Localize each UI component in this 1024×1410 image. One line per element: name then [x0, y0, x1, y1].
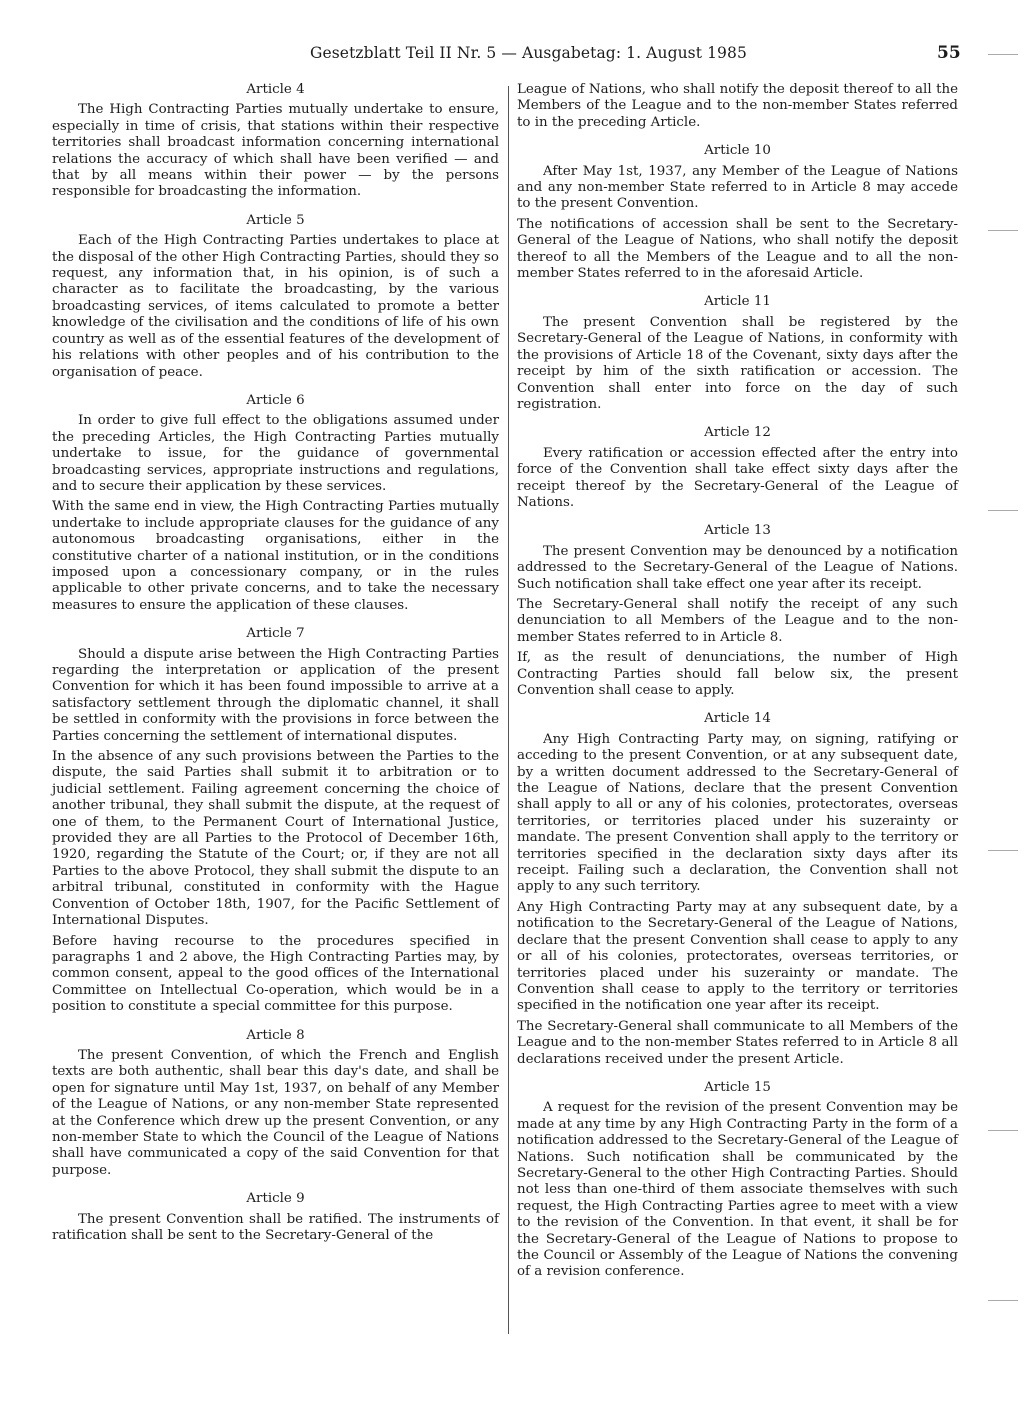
article-5-paragraph: Each of the High Contracting Parties undertakes to place at the disposal of the other High Contracting Parties, should they so request, any information that, in his opinion, is of such a character as to facilitate the broadcasting, by the various broadcasting services, of items calculated to promote a better knowledge of the civilisation and the conditions of life of his own country as well as of the essential features of the development of his relations with other peoples and of his contribution to the organisation of peace.	[52, 233, 499, 380]
margin-mark	[988, 510, 1018, 511]
left-column	[52, 82, 499, 1248]
article-14-paragraph-3: The Secretary-General shall communicate to all Members of the League and to the non-member States referred to in Article 8 all declarations received under the present Article.	[517, 1018, 958, 1067]
article-8-heading: Article 8	[246, 1027, 305, 1043]
article-6-paragraph-2: With the same end in view, the High Contracting Parties mutually undertake to include appropriate clauses for the guidance of any autonomous broadcasting organisations, either in the constitutive charter of a national institution, or in the conditions imposed upon a concessionary company, or in the rules applicable to other private concerns, and to take the necessary measures to ensure the application of these clauses.	[52, 499, 499, 613]
right-column	[517, 82, 958, 1285]
article-13-paragraph-2: The Secretary-General shall notify the receipt of any such denunciation to all Members of the League and to the non-member States referred to in Article 8.	[517, 596, 958, 645]
article-15-paragraph: A request for the revision of the present Convention may be made at any time by any High Contracting Party in the form of a notification addressed to the Secretary-General of the League of Nations. Such notification shall be communicated by the Secretary-General to the other High Contracting Parties. Should not less than one-third of them associate themselves with such request, the High Contracting Parties agree to meet with a view to the revision of the Convention. In that event, it shall be for the Secretary-General of the League of Nations to propose to the Council or Assembly of the League of Nations the convening of a revision conference.	[517, 1100, 958, 1280]
page-number: 55	[937, 43, 961, 63]
margin-mark	[988, 54, 1018, 55]
article-5-heading: Article 5	[246, 212, 305, 228]
column-divider	[508, 86, 509, 1334]
margin-mark	[988, 1300, 1018, 1301]
article-7-paragraph-2: In the absence of any such provisions between the Parties to the dispute, the said Parties shall submit it to arbitration or to judicial settlement. Failing agreement concerning the choice of another tribunal, they shall submit the dispute, at the request of one of them, to the Permanent Court of International Justice, provided they are all Parties to the Protocol of December 16th, 1920, regarding the Statute of the Court; or, if they are not all Parties to the above Protocol, they shall submit the dispute to an arbitral tribunal, constituted in conformity with the Hague Convention of October 18th, 1907, for the Pacific Settlement of International Disputes.	[52, 749, 499, 929]
article-13-paragraph-1: The present Convention may be denounced by a notification addressed to the Secretary-General of the League of Nations. Such notification shall take effect one year after its receipt.	[517, 543, 958, 592]
article-10-paragraph-1: After May 1st, 1937, any Member of the League of Nations and any non-member State referred to in Article 8 may accede to the present Convention.	[517, 163, 958, 212]
article-14-paragraph-1: Any High Contracting Party may, on signing, ratifying or acceding to the present Convention, or at any subsequent date, by a written document addressed to the Secretary-General of the League of Nations, declare that the present Convention shall apply to all or any of his colonies, protectorates, overseas territories, or territories placed under his suzerainty or mandate. The present Convention shall apply to the territory or territories specified in the declaration sixty days after its receipt. Failing such a declaration, the Convention shall not apply to any such territory.	[517, 731, 958, 895]
article-12-paragraph: Every ratification or accession effected after the entry into force of the Convention shall take effect sixty days after the receipt thereof by the Secretary-General of the League of Nations.	[517, 445, 958, 510]
margin-mark	[988, 850, 1018, 851]
article-7-paragraph-3: Before having recourse to the procedures specified in paragraphs 1 and 2 above, the High Contracting Parties may, by common consent, appeal to the good offices of the International Committee on Intellectual Co-operation, which would be in a position to constitute a special committee for this purpose.	[52, 933, 499, 1015]
article-14-paragraph-2: Any High Contracting Party may at any subsequent date, by a notification to the Secretary-General of the League of Nations, declare that the present Convention shall cease to apply to any or all of his colonies, protectorates, overseas territories, or territories placed under his suzerainty or mandate. The Convention shall cease to apply to the territory or territories specified in the notification one year after its receipt.	[517, 899, 958, 1014]
article-14-heading: Article 14	[704, 711, 771, 727]
article-6-paragraph-1: In order to give full effect to the obligations assumed under the preceding Articles, the High Contracting Parties mutually undertake to issue, for the guidance of governmental broadcasting services, appropriate instructions and regulations, and to secure their application by these services.	[52, 413, 499, 494]
article-7-paragraph-1: Should a dispute arise between the High Contracting Parties regarding the interpretation or application of the present Convention for which it has been found impossible to arrive at a satisfactory settlement through the diplomatic channel, it shall be settled in conformity with the provisions in force between the Parties concerning the settlement of international disputes.	[52, 646, 499, 744]
article-8-paragraph: The present Convention, of which the French and English texts are both authentic, shall bear this day's date, and shall be open for signature until May 1st, 1937, on behalf of any Member of the League of Nations, or any non-member State represented at the Conference which drew up the present Convention, or any non-member State to which the Council of the League of Nations shall have communicated a copy of the said Convention for that purpose.	[52, 1047, 499, 1178]
article-11-heading: Article 11	[704, 294, 771, 310]
article-11-paragraph: The present Convention shall be registered by the Secretary-General of the League of Nations, in conformity with the provisions of Article 18 of the Covenant, sixty days after the receipt by him of the sixth ratification or accession. The Convention shall enter into force on the day of such registration.	[517, 314, 958, 412]
margin-mark	[988, 1130, 1018, 1131]
margin-mark	[988, 230, 1018, 231]
article-10-paragraph-2: The notifications of accession shall be sent to the Secretary-General of the League of Nations, who shall notify the deposit thereof to all the Members of the League and to all the non-member States referred to in the aforesaid Article.	[517, 216, 958, 282]
article-7-heading: Article 7	[246, 626, 305, 642]
article-12-heading: Article 12	[704, 425, 771, 441]
article-4-heading: Article 4	[246, 82, 305, 97]
article-4-paragraph: The High Contracting Parties mutually undertake to ensure, especially in time of crisis, that stations within their respective territories shall broadcast information concerning international relations the accuracy of which shall have been verified — and that by all means within their power — by the persons responsible for broadcasting the information.	[52, 102, 499, 200]
article-13-paragraph-3: If, as the result of denunciations, the number of High Contracting Parties should fall below six, the present Convention shall cease to apply.	[517, 650, 958, 698]
article-9-paragraph: The present Convention shall be ratified. The instruments of ratification shall be sent to the Secretary-General of the	[52, 1211, 499, 1243]
article-9-heading: Article 9	[246, 1191, 305, 1207]
article-9-continuation: League of Nations, who shall notify the deposit thereof to all the Members of the League and to the non-member States referred to in the preceding Article.	[517, 82, 958, 130]
article-13-heading: Article 13	[704, 523, 771, 539]
page-header	[0, 44, 1024, 74]
article-10-heading: Article 10	[704, 143, 771, 159]
header-title: Gesetzblatt Teil II Nr. 5 — Ausgabetag: 1. August 1985	[310, 44, 747, 62]
article-15-heading: Article 15	[704, 1079, 771, 1095]
article-6-heading: Article 6	[246, 392, 305, 408]
